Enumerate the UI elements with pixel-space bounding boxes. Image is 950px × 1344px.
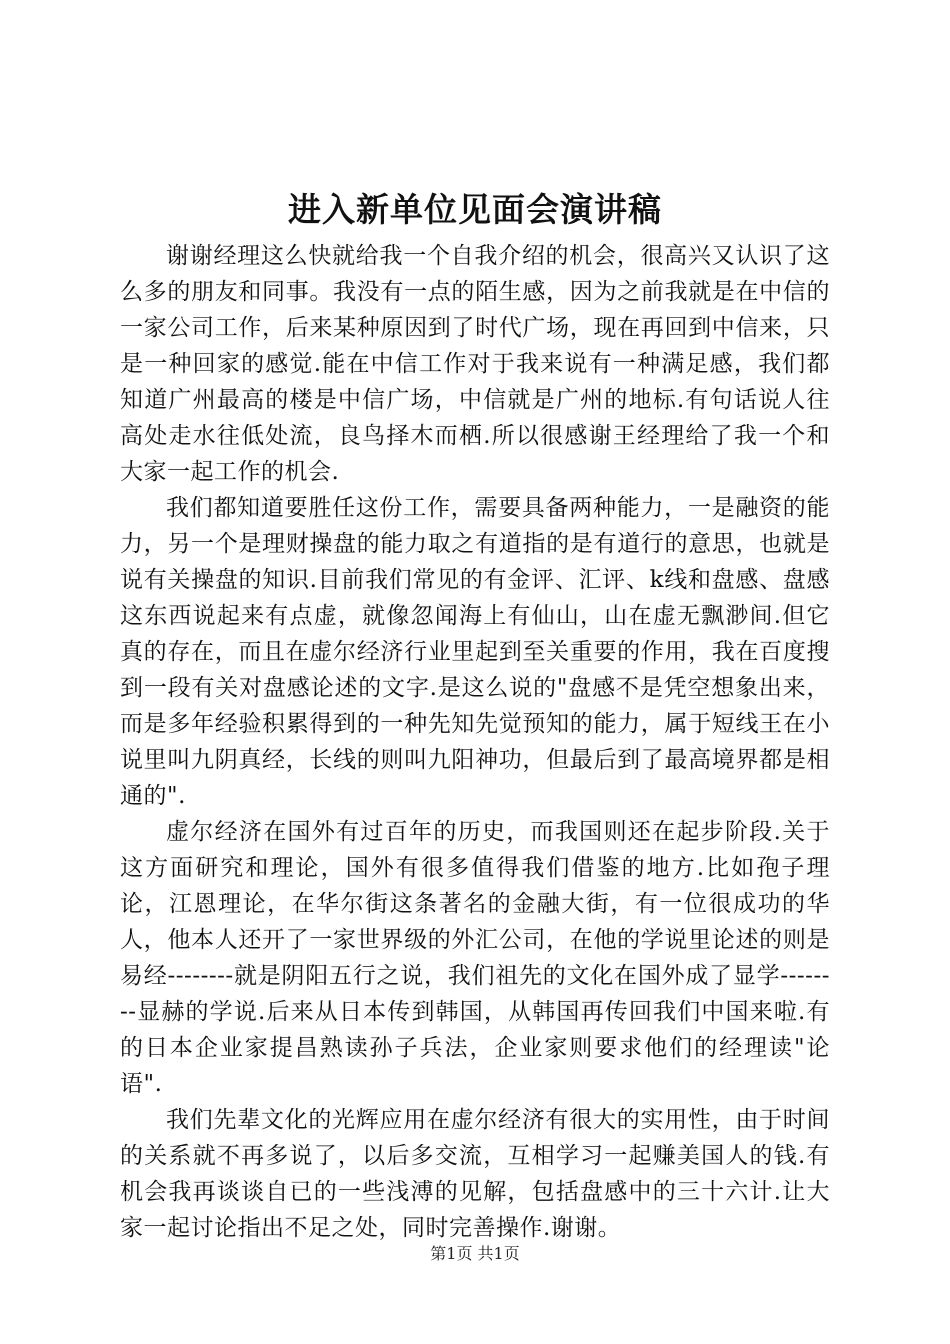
paragraph-4: 我们先辈文化的光辉应用在虚尔经济有很大的实用性，由于时间的关系就不再多说了，以后多交流，互相学习一起赚美国人的钱.有机会我再谈谈自已的一些浅溥的见解，包括盘感中的三十六计.让大家一起讨论指出不足之处，同时完善操作.谢谢。 [120,1107,830,1241]
document-title: 进入新单位见面会演讲稿 [288,190,662,229]
document-body [120,238,830,1246]
paragraph-3: 虚尔经济在国外有过百年的历史，而我国则还在起步阶段.关于这方面研究和理论，国外有很多值得我们借鉴的地方.比如孢子理论，江恩理论，在华尔街这条著名的金融大街，有一位很成功的华人，他本人还开了一家世界级的外汇公司，在他的学说里论述的则是易经--------就是阴阳五行之说，我们祖先的文化在国外成了显学--------显赫的学说.后来从日本传到韩国，从韩国再传回我们中国来啦.有的日本企业家提昌熟读孙子兵法，企业家则要求他们的经理读"论语". [120,819,830,1097]
page-number-footer: 第1页 共1页 [430,1244,520,1263]
paragraph-2: 我们都知道要胜任这份工作，需要具备两种能力，一是融资的能力，另一个是理财操盘的能力取之有道指的是有道行的意思，也就是说有关操盘的知识.目前我们常见的有金评、汇评、k线和盘感、盘感这东西说起来有点虚，就像忽闻海上有仙山，山在虚无飘渺间.但它真的存在，而且在虚尔经济行业里起到至关重要的作用，我在百度搜到一段有关对盘感论述的文字.是这么说的"盘感不是凭空想象出来，而是多年经验积累得到的一种先知先觉预知的能力，属于短线王在小说里叫九阴真经，长线的则叫九阳神功，但最后到了最高境界都是相通的". [120,495,830,809]
paragraph-1: 谢谢经理这么快就给我一个自我介绍的机会，很高兴又认识了这么多的朋友和同事。我没有一点的陌生感，因为之前我就是在中信的一家公司工作，后来某种原因到了时代广场，现在再回到中信来，只是一种回家的感觉.能在中信工作对于我来说有一种满足感，我们都知道广州最高的楼是中信广场，中信就是广州的地标.有句话说人往高处走水往低处流，良鸟择木而栖.所以很感谢王经理给了我一个和大家一起工作的机会. [120,243,830,485]
